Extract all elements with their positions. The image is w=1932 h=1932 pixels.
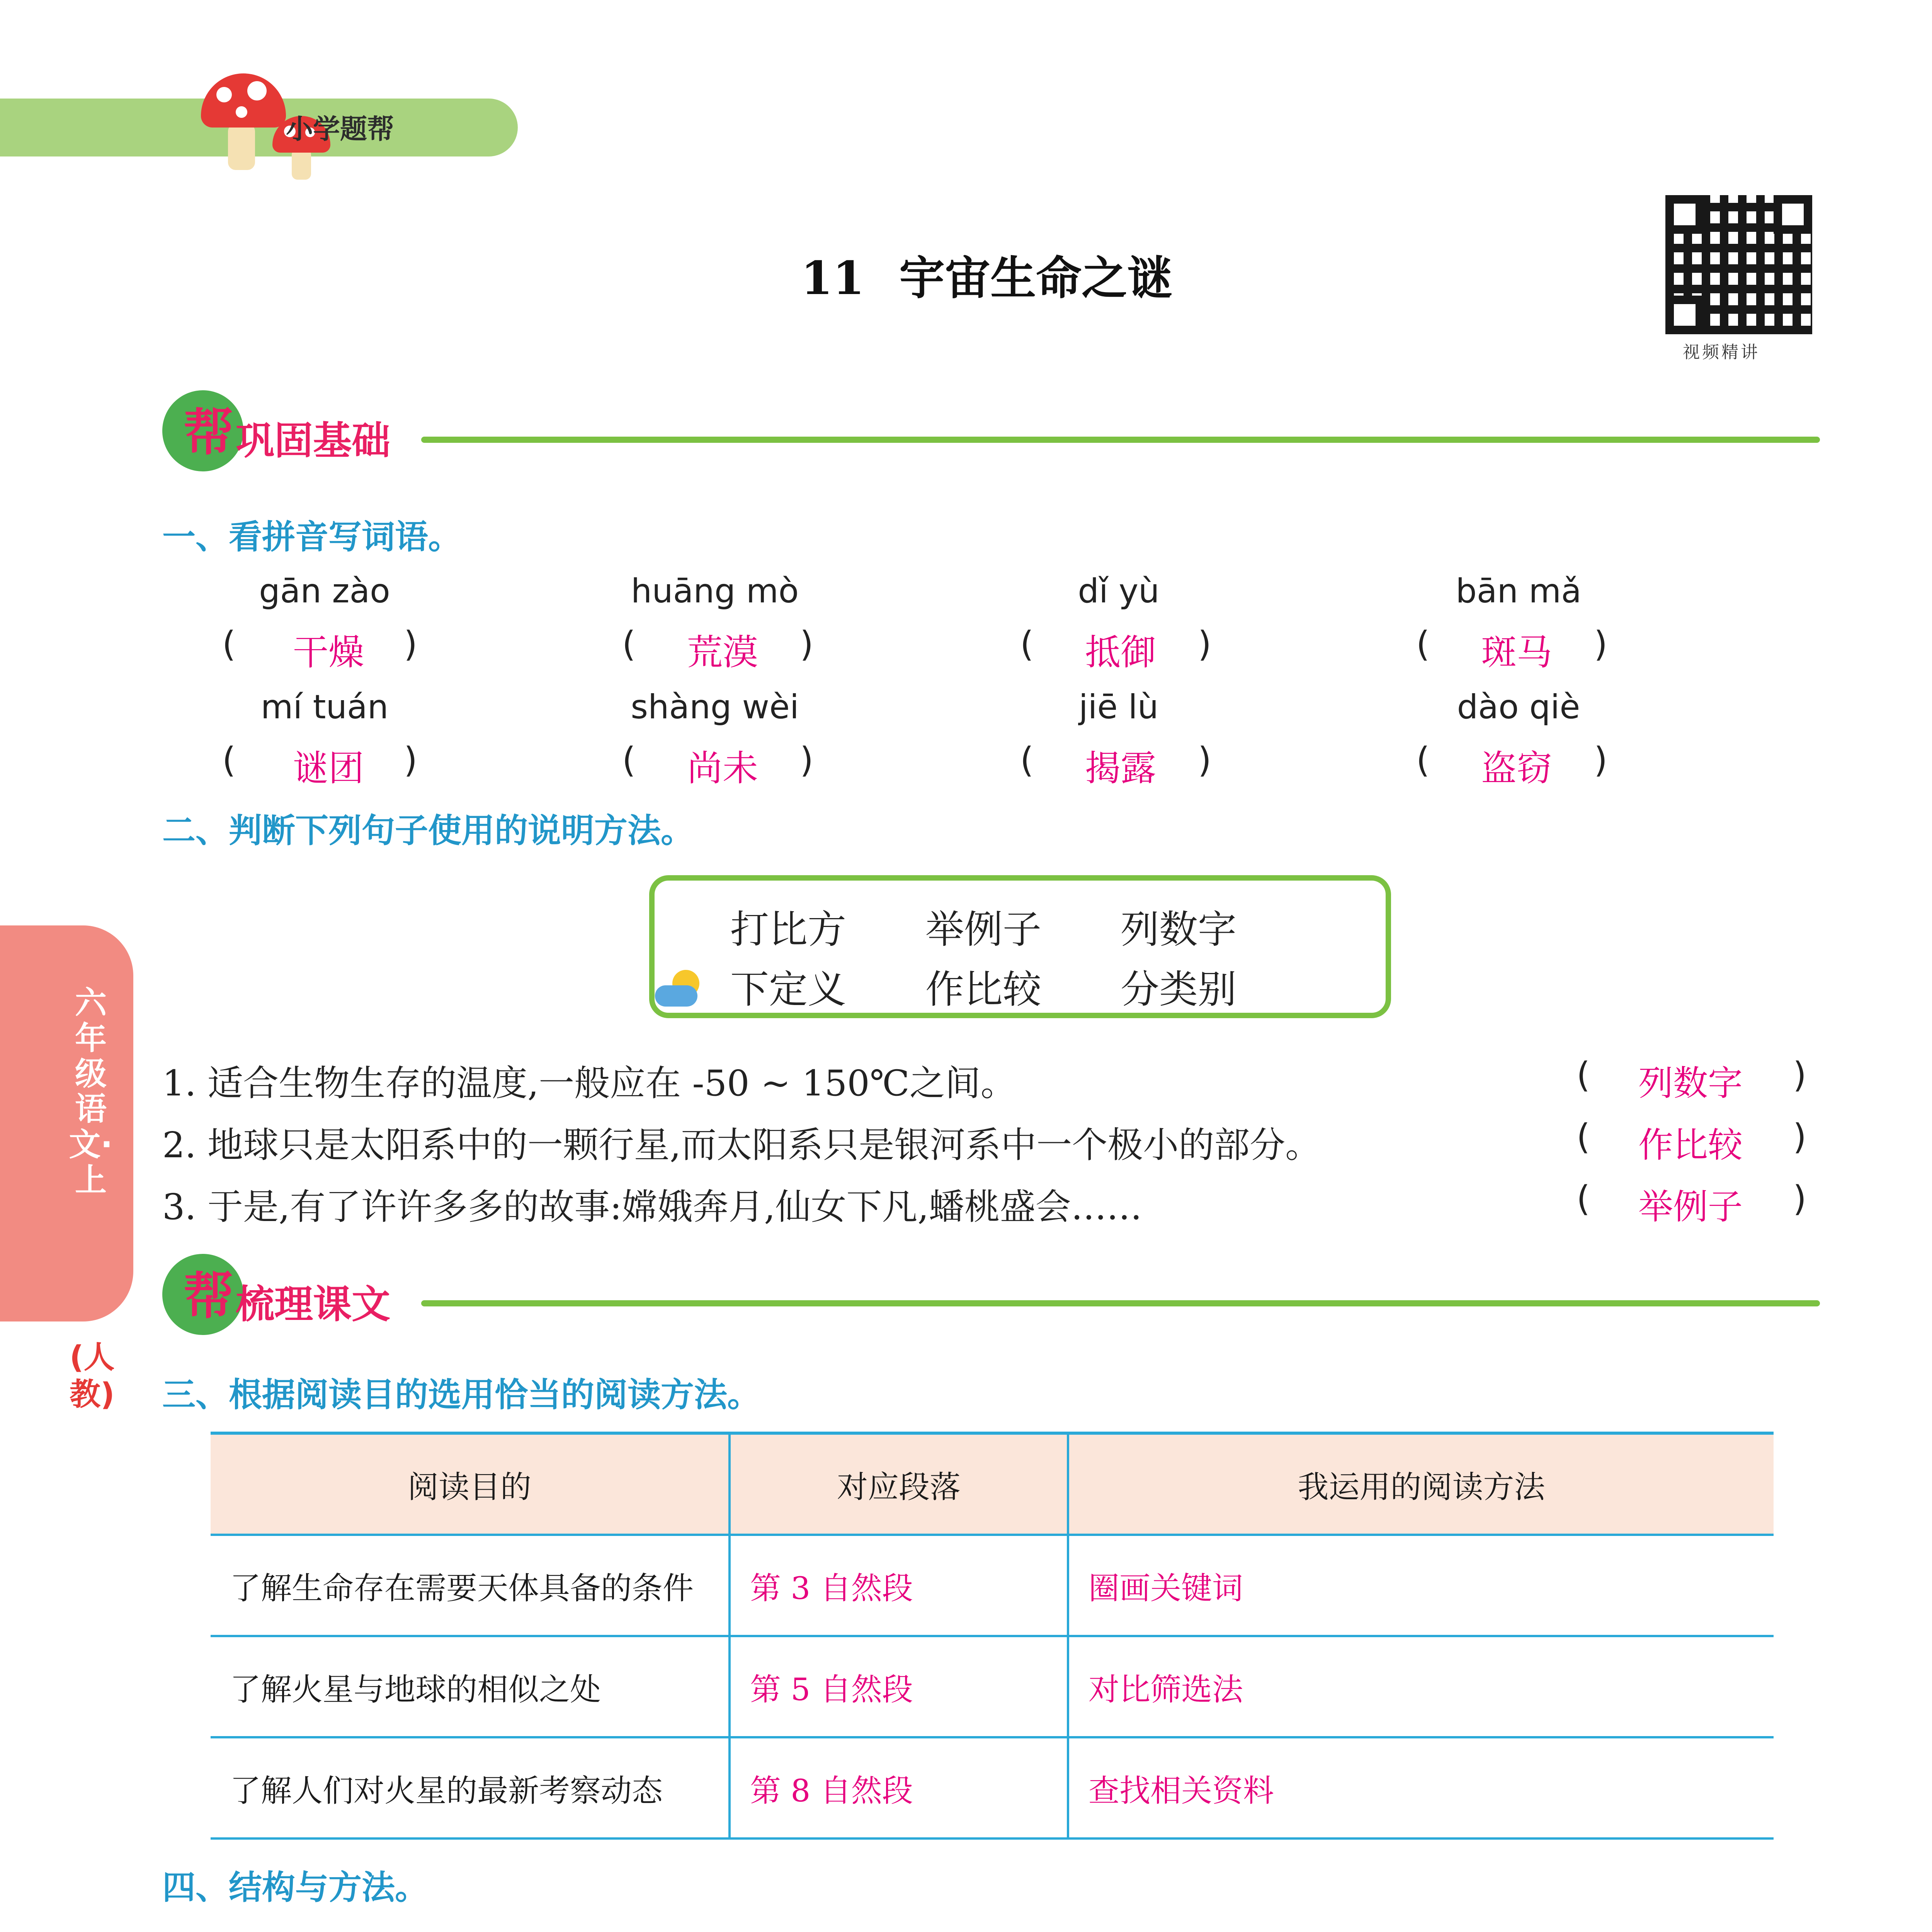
paren-open: ( xyxy=(222,740,236,781)
table-header-cell: 对应段落 xyxy=(730,1433,1068,1535)
qr-caption: 视频精讲 xyxy=(1683,342,1760,362)
paren-open: ( xyxy=(1416,740,1430,781)
paren-open: ( xyxy=(622,624,636,665)
paren-close: ) xyxy=(800,740,814,781)
question-2-heading: 二、判断下列句子使用的说明方法。 xyxy=(162,811,694,850)
table-header-cell: 阅读目的 xyxy=(211,1433,730,1535)
paren-open: ( xyxy=(1416,624,1430,665)
lesson-number: 11 xyxy=(801,251,865,305)
table-cell-answer: 查找相关资料 xyxy=(1068,1737,1774,1838)
answer-text: 举例子 xyxy=(1638,1187,1743,1227)
paren-close: ) xyxy=(404,624,418,665)
table-cell-answer: 圈画关键词 xyxy=(1068,1535,1774,1636)
grade-label: 六年级语文·上 xyxy=(69,985,113,1199)
section-title-sort: 梳理课文 xyxy=(236,1282,390,1327)
pinyin: gān zào xyxy=(259,572,390,611)
section-bang: 帮 xyxy=(184,1267,234,1325)
table-header-row xyxy=(211,1433,1774,1535)
answer-text: 荒漠 xyxy=(687,632,758,673)
method-option: 作比较 xyxy=(925,967,1041,1012)
paren-close: ) xyxy=(800,624,814,665)
cloud-icon xyxy=(655,985,697,1007)
answer-text: 列数字 xyxy=(1638,1063,1743,1104)
question-4-heading: 四、结构与方法。 xyxy=(162,1868,428,1907)
table-cell-answer: 对比筛选法 xyxy=(1068,1636,1774,1737)
answer-text: 盗窃 xyxy=(1481,748,1552,789)
mushroom-logo-small xyxy=(292,149,311,180)
pinyin: mí tuán xyxy=(260,688,389,726)
question-1-heading: 一、看拼音写词语。 xyxy=(162,518,461,556)
q2-sentence: 1. 适合生物生存的温度,一般应在 -50 ~ 150℃之间。 xyxy=(162,1063,1016,1104)
question-3-heading: 三、根据阅读目的选用恰当的阅读方法。 xyxy=(162,1376,760,1414)
paren-open: ( xyxy=(1577,1179,1590,1219)
paren-open: ( xyxy=(1577,1117,1590,1157)
mushroom-logo xyxy=(228,124,255,170)
section-bang: 帮 xyxy=(184,403,234,462)
pinyin: jiē lù xyxy=(1078,688,1159,726)
answer-text: 揭露 xyxy=(1085,748,1156,789)
pinyin: bān mǎ xyxy=(1456,572,1582,611)
paren-open: ( xyxy=(1020,740,1034,781)
method-option: 列数字 xyxy=(1121,907,1236,952)
table-row xyxy=(211,1636,1774,1737)
table-cell-answer: 第 3 自然段 xyxy=(730,1535,1068,1636)
paren-close: ) xyxy=(1793,1179,1807,1219)
q4-intro xyxy=(232,1928,1629,1932)
paren-close: ) xyxy=(1594,624,1608,665)
table-cell: 了解火星与地球的相似之处 xyxy=(211,1636,730,1737)
paren-open: ( xyxy=(1020,624,1034,665)
pinyin: dào qiè xyxy=(1457,688,1580,726)
section-divider xyxy=(421,1300,1820,1306)
answer-text: 斑马 xyxy=(1481,632,1552,673)
mushroom-logo-cap xyxy=(201,73,286,128)
qr-code-icon[interactable] xyxy=(1665,195,1812,334)
paren-close: ) xyxy=(404,740,418,781)
table-cell-answer: 第 8 自然段 xyxy=(730,1737,1068,1838)
method-option: 举例子 xyxy=(925,907,1041,952)
answer-text: 谜团 xyxy=(293,748,364,789)
pinyin: dǐ yù xyxy=(1078,572,1160,611)
section-title-consolidate: 巩固基础 xyxy=(236,418,390,463)
method-option: 打比方 xyxy=(730,907,846,952)
method-option: 下定义 xyxy=(730,967,846,1012)
table-row xyxy=(211,1737,1774,1838)
method-option: 分类别 xyxy=(1121,967,1236,1012)
page-title xyxy=(0,242,1932,307)
table-cell: 了解生命存在需要天体具备的条件 xyxy=(211,1535,730,1636)
edition-label: (人教) xyxy=(70,1339,115,1412)
table-header-cell: 我运用的阅读方法 xyxy=(1068,1433,1774,1535)
answer-text: 干燥 xyxy=(293,632,364,673)
paren-close: ) xyxy=(1793,1055,1807,1095)
paren-open: ( xyxy=(222,624,236,665)
table-cell: 了解人们对火星的最新考察动态 xyxy=(211,1737,730,1838)
paren-close: ) xyxy=(1594,740,1608,781)
pinyin: shàng wèi xyxy=(631,688,799,726)
lesson-title: 宇宙生命之谜 xyxy=(899,252,1173,305)
q2-sentence: 2. 地球只是太阳系中的一颗行星,而太阳系只是银河系中一个极小的部分。 xyxy=(162,1124,1321,1166)
paren-open: ( xyxy=(622,740,636,781)
answer-text: 作比较 xyxy=(1638,1125,1743,1165)
reading-method-table xyxy=(211,1432,1774,1840)
pinyin: huāng mò xyxy=(631,572,799,611)
paren-close: ) xyxy=(1198,624,1212,665)
paren-close: ) xyxy=(1198,740,1212,781)
paren-open: ( xyxy=(1577,1055,1590,1095)
brand-name: 小学题帮 xyxy=(286,113,394,145)
paren-close: ) xyxy=(1793,1117,1807,1157)
table-cell-answer: 第 5 自然段 xyxy=(730,1636,1068,1737)
table-row xyxy=(211,1535,1774,1636)
section-divider xyxy=(421,437,1820,443)
q2-sentence: 3. 于是,有了许许多多的故事:嫦娥奔月,仙女下凡,蟠桃盛会…… xyxy=(162,1186,1142,1228)
answer-text: 抵御 xyxy=(1085,632,1156,673)
answer-text: 尚未 xyxy=(687,748,758,789)
